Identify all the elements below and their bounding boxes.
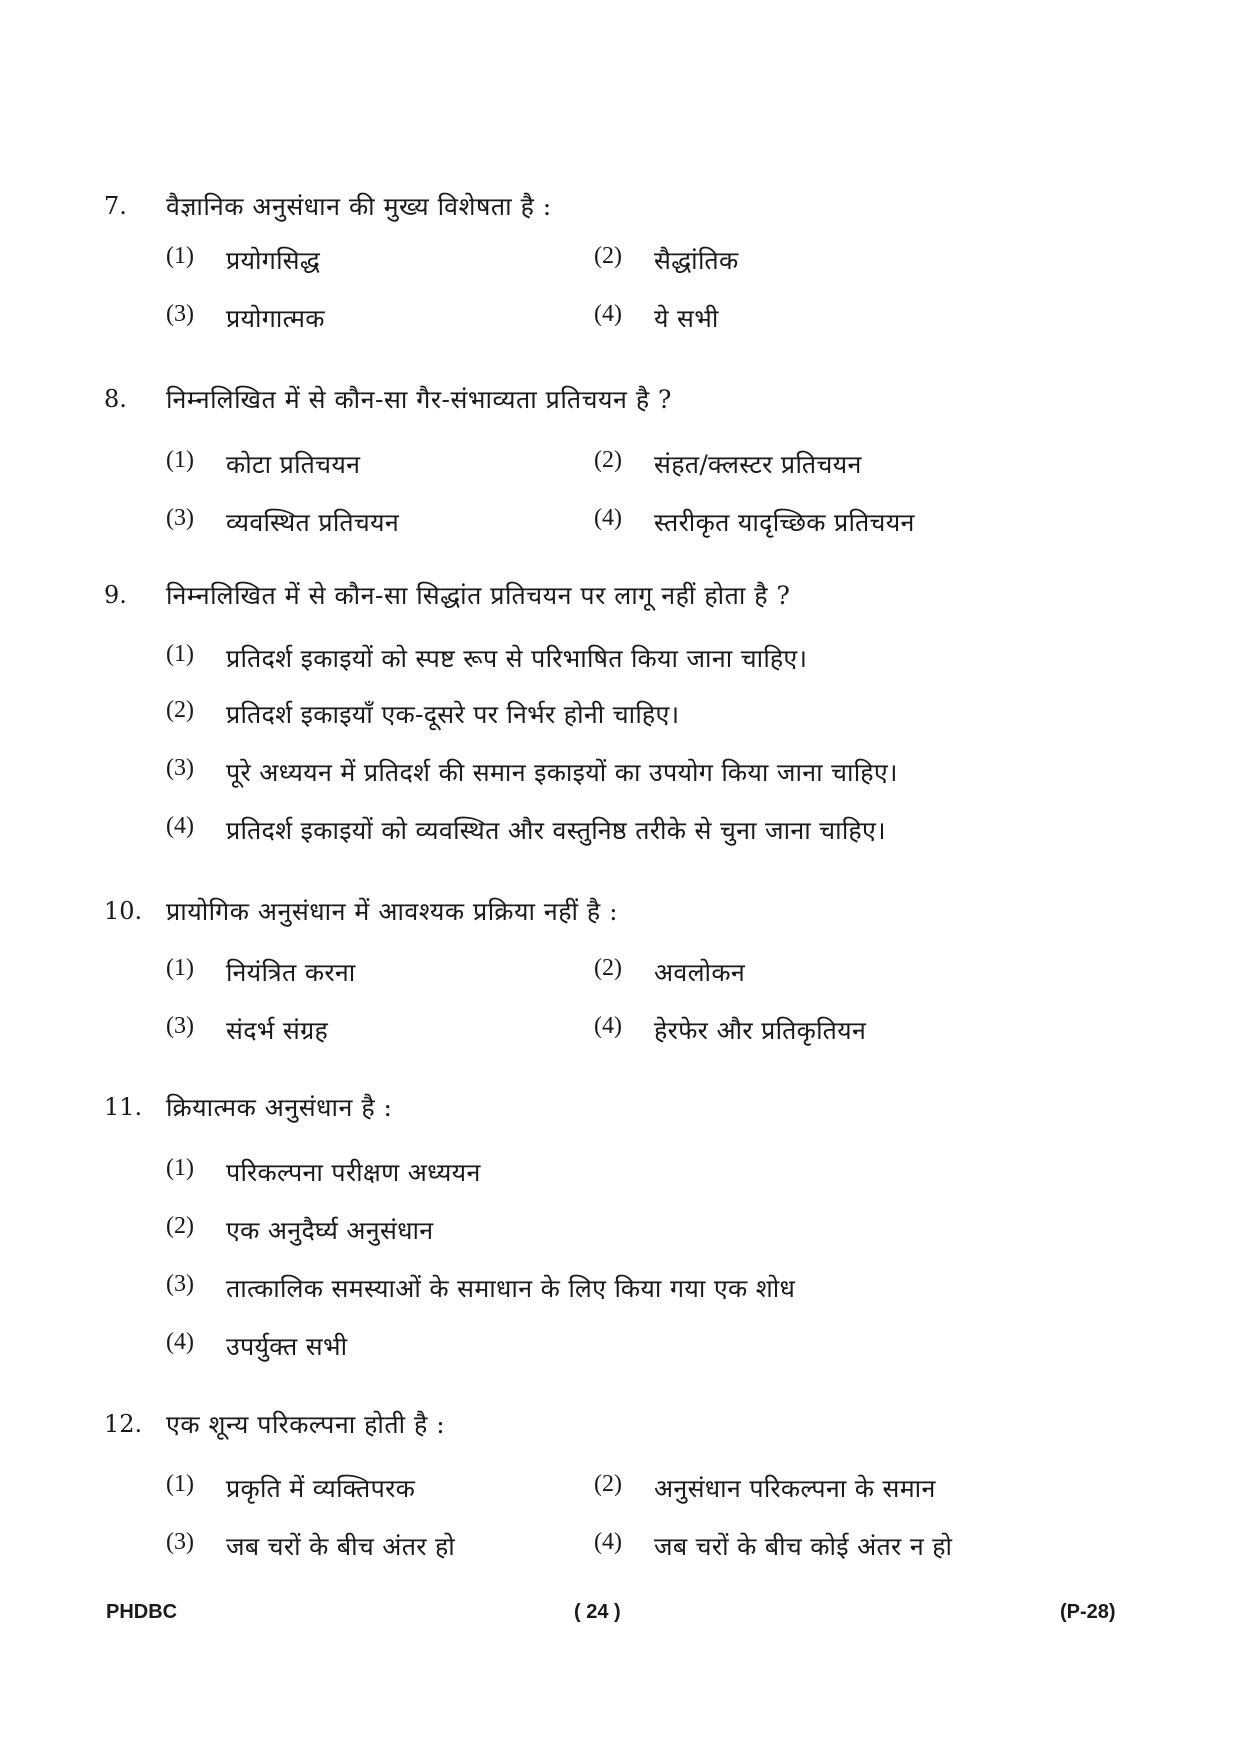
question-text: निम्नलिखित में से कौन-सा सिद्धांत प्रतिचयन पर लागू नहीं होता है ? bbox=[166, 581, 791, 610]
footer-code: PHDBC bbox=[106, 1601, 178, 1623]
question-number: 9. bbox=[104, 581, 127, 609]
option-number: (4) bbox=[594, 505, 622, 531]
question-number: 11. bbox=[104, 1093, 143, 1121]
option-number: (1) bbox=[166, 447, 194, 473]
question-number: 8. bbox=[104, 385, 127, 413]
option-text: पूरे अध्ययन में प्रतिदर्श की समान इकाइयों का उपयोग किया जाना चाहिए। bbox=[226, 758, 898, 787]
option-number: (1) bbox=[166, 1471, 194, 1497]
footer-paper-code: (P-28) bbox=[1060, 1601, 1116, 1623]
option-number: (4) bbox=[166, 813, 194, 839]
option-number: (3) bbox=[166, 1529, 194, 1555]
option-text: प्रतिदर्श इकाइयों को स्पष्ट रूप से परिभाषित किया जाना चाहिए। bbox=[226, 644, 808, 673]
option-text: हेरफेर और प्रतिकृतियन bbox=[654, 1016, 867, 1045]
option-text: प्रकृति में व्यक्तिपरक bbox=[226, 1474, 416, 1503]
option-number: (1) bbox=[166, 955, 194, 981]
question-text: प्रायोगिक अनुसंधान में आवश्यक प्रक्रिया नहीं है : bbox=[166, 897, 619, 926]
question-text: वैज्ञानिक अनुसंधान की मुख्य विशेषता है : bbox=[166, 192, 552, 221]
option-text: ये सभी bbox=[654, 304, 719, 333]
option-number: (2) bbox=[594, 955, 622, 981]
option-number: (1) bbox=[166, 1155, 194, 1181]
option-text: तात्कालिक समस्याओं के समाधान के लिए किया गया एक शोध bbox=[226, 1274, 796, 1303]
option-text: सैद्धांतिक bbox=[654, 246, 739, 275]
option-text: उपर्युक्त सभी bbox=[226, 1332, 348, 1361]
question-text: एक शून्य परिकल्पना होती है : bbox=[166, 1410, 446, 1439]
option-text: एक अनुदैर्घ्य अनुसंधान bbox=[226, 1216, 434, 1245]
option-number: (4) bbox=[594, 1529, 622, 1555]
option-text: प्रतिदर्श इकाइयाँ एक-दूसरे पर निर्भर होनी चाहिए। bbox=[226, 700, 680, 729]
option-text: अवलोकन bbox=[654, 958, 746, 987]
option-text: अनुसंधान परिकल्पना के समान bbox=[654, 1474, 936, 1503]
option-text: नियंत्रित करना bbox=[226, 958, 356, 987]
option-text: जब चरों के बीच अंतर हो bbox=[226, 1532, 456, 1561]
option-number: (3) bbox=[166, 505, 194, 531]
option-text: प्रयोगात्मक bbox=[226, 304, 325, 333]
option-text: संहत/क्लस्टर प्रतिचयन bbox=[654, 450, 862, 479]
option-number: (2) bbox=[594, 1471, 622, 1497]
question-text: निम्नलिखित में से कौन-सा गैर-संभाव्यता प्रतिचयन है ? bbox=[166, 385, 672, 414]
option-number: (3) bbox=[166, 1013, 194, 1039]
option-number: (4) bbox=[594, 301, 622, 327]
option-text: परिकल्पना परीक्षण अध्ययन bbox=[226, 1158, 481, 1187]
option-text: प्रतिदर्श इकाइयों को व्यवस्थित और वस्तुनिष्ठ तरीके से चुना जाना चाहिए। bbox=[226, 816, 886, 845]
option-text: प्रयोगसिद्ध bbox=[226, 246, 321, 275]
option-number: (2) bbox=[594, 447, 622, 473]
option-number: (4) bbox=[166, 1329, 194, 1355]
option-text: कोटा प्रतिचयन bbox=[226, 450, 361, 479]
option-number: (1) bbox=[166, 641, 194, 667]
option-number: (2) bbox=[166, 697, 194, 723]
option-text: जब चरों के बीच कोई अंतर न हो bbox=[654, 1532, 953, 1561]
option-number: (3) bbox=[166, 1271, 194, 1297]
option-number: (1) bbox=[166, 243, 194, 269]
page-number: ( 24 ) bbox=[574, 1601, 621, 1623]
option-number: (2) bbox=[166, 1213, 194, 1239]
option-number: (2) bbox=[594, 243, 622, 269]
question-number: 10. bbox=[104, 897, 143, 925]
question-number: 7. bbox=[104, 192, 127, 220]
option-number: (3) bbox=[166, 301, 194, 327]
option-text: संदर्भ संग्रह bbox=[226, 1016, 329, 1045]
option-text: स्तरीकृत यादृच्छिक प्रतिचयन bbox=[654, 508, 915, 537]
option-text: व्यवस्थित प्रतिचयन bbox=[226, 508, 400, 537]
question-text: क्रियात्मक अनुसंधान है : bbox=[166, 1093, 393, 1122]
option-number: (3) bbox=[166, 755, 194, 781]
question-number: 12. bbox=[104, 1410, 143, 1438]
option-number: (4) bbox=[594, 1013, 622, 1039]
